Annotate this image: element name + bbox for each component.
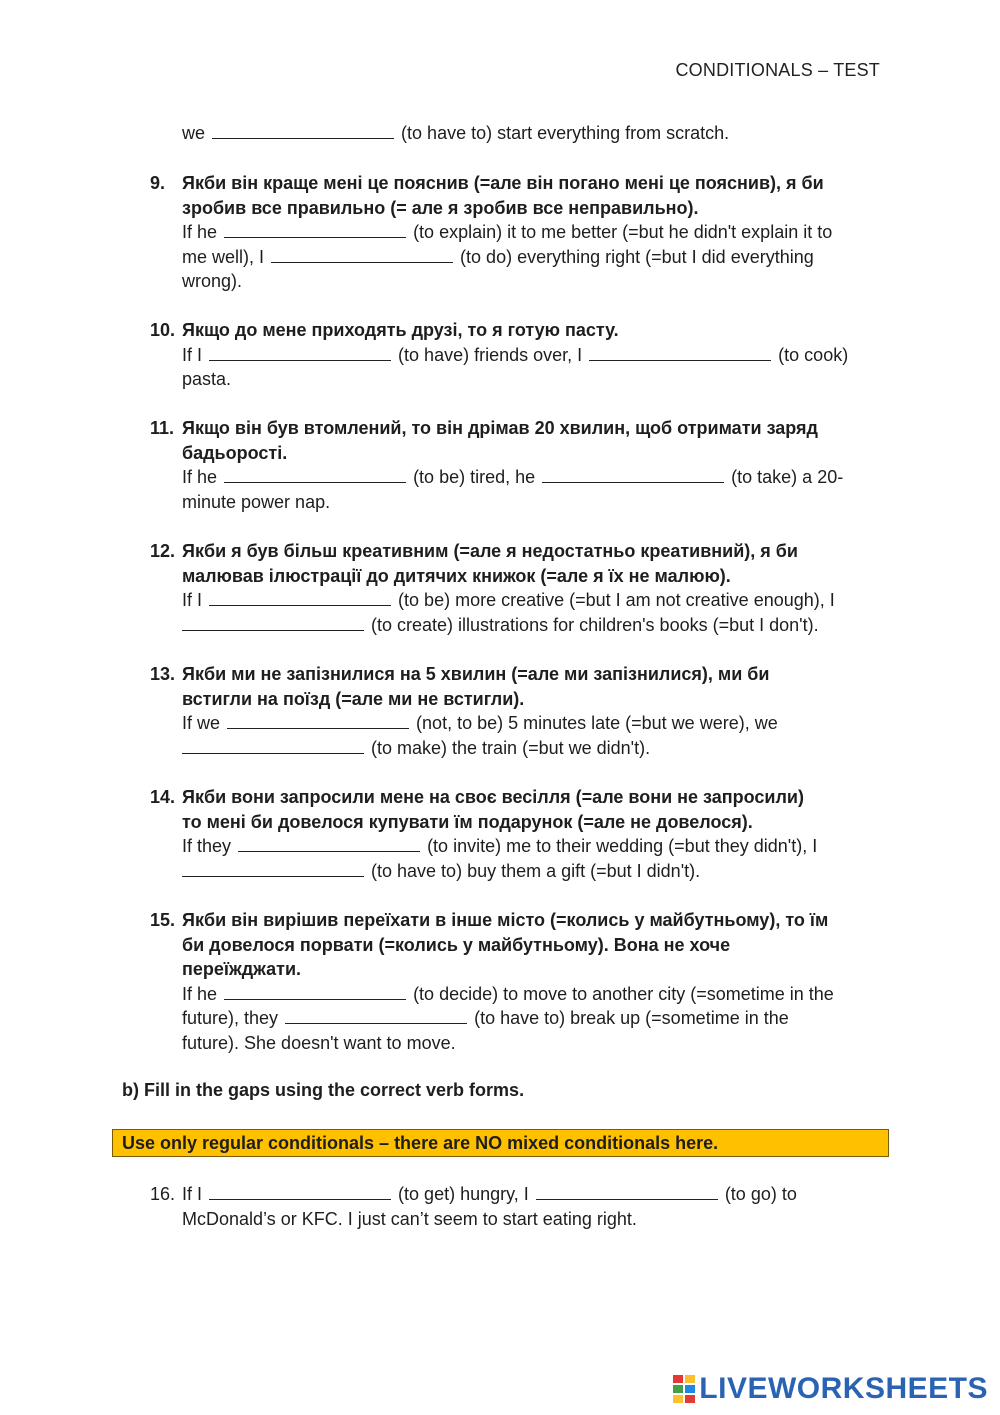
section-b-title: b) Fill in the gaps using the correct verb forms. bbox=[122, 1080, 525, 1100]
question-ukrainian: би довелося порвати (=колись у майбутньому). Вона не хоче bbox=[182, 934, 731, 955]
english-line: me well), I (to do) everything right (=but I did everything bbox=[182, 246, 814, 267]
logo-block bbox=[673, 1395, 683, 1403]
question-ukrainian: Якщо до мене приходять друзі, то я готую пасту. bbox=[182, 320, 619, 340]
question-12 bbox=[150, 539, 880, 637]
continuation-line bbox=[182, 121, 729, 146]
answer-blank[interactable] bbox=[224, 985, 406, 1000]
answer-blank[interactable] bbox=[209, 1185, 391, 1200]
english-line: future), they (to have to) break up (=sometime in the bbox=[182, 1008, 789, 1028]
logo-block bbox=[685, 1385, 695, 1393]
english-line: McDonald’s or KFC. I just can’t seem to start eating right. bbox=[182, 1208, 637, 1229]
liveworksheets-logo[interactable] bbox=[673, 1371, 988, 1407]
question-ukrainian: зробив все правильно (= але я зробив все неправильно). bbox=[182, 197, 699, 218]
answer-blank[interactable] bbox=[182, 739, 364, 754]
question-ukrainian: Якби він краще мені це пояснив (=але він погано мені це пояснив), я би bbox=[182, 173, 824, 193]
answer-blank[interactable] bbox=[227, 714, 409, 729]
question-ukrainian: Якби ми не запізнилися на 5 хвилин (=але ми запізнилися), ми би bbox=[182, 664, 770, 684]
question-ukrainian: малював ілюстрації до дитячих книжок (=але я їх не малюю). bbox=[182, 565, 731, 586]
logo-text: LIVEWORKSHEETS bbox=[699, 1372, 988, 1405]
answer-blank[interactable] bbox=[209, 346, 391, 361]
answer-blank[interactable] bbox=[182, 616, 364, 631]
english-line: minute power nap. bbox=[182, 491, 331, 512]
answer-blank[interactable] bbox=[238, 837, 420, 852]
question-number: 12. bbox=[150, 541, 176, 561]
text-segment: (to have to) start everything from scratch. bbox=[401, 123, 730, 143]
question-number: 16. bbox=[150, 1184, 176, 1204]
question-number: 11. bbox=[150, 418, 175, 438]
english-line: (to make) the train (=but we didn't). bbox=[182, 736, 880, 761]
question-11 bbox=[150, 416, 880, 514]
english-line: If he (to be) tired, he (to take) a 20- bbox=[182, 467, 844, 487]
question-number: 9. bbox=[150, 173, 166, 193]
question-number: 13. bbox=[150, 664, 176, 684]
question-number: 10. bbox=[150, 320, 176, 340]
english-line: If he (to decide) to move to another city (=sometime in the bbox=[182, 983, 834, 1004]
answer-blank[interactable] bbox=[182, 862, 364, 877]
question-ukrainian: Якщо він був втомлений, то він дрімав 20 хвилин, щоб отримати заряд bbox=[182, 418, 818, 438]
question-ukrainian: переїжджати. bbox=[182, 959, 302, 979]
answer-blank[interactable] bbox=[589, 346, 771, 361]
logo-block bbox=[685, 1375, 695, 1383]
question-number: 14. bbox=[150, 787, 176, 807]
english-line: wrong). bbox=[182, 271, 243, 291]
english-line: If he (to explain) it to me better (=but he didn't explain it to bbox=[182, 222, 833, 242]
page-header-title: CONDITIONALS – TEST bbox=[675, 60, 880, 80]
answer-blank[interactable] bbox=[536, 1185, 718, 1200]
answer-blank[interactable] bbox=[224, 223, 406, 238]
english-line: If they (to invite) me to their wedding (=but they didn't), I bbox=[182, 836, 818, 856]
text-segment: we bbox=[182, 123, 206, 143]
highlight-note: Use only regular conditionals – there are NO mixed conditionals here. bbox=[112, 1129, 889, 1157]
logo-block bbox=[673, 1375, 683, 1383]
question-ukrainian: Якби я був більш креативним (=але я недостатньо креативний), я би bbox=[182, 541, 798, 561]
logo-blocks-icon bbox=[673, 1375, 695, 1403]
question-15 bbox=[150, 908, 880, 1055]
english-line: If I (to get) hungry, I (to go) to bbox=[182, 1184, 797, 1204]
question-ukrainian: Якби вони запросили мене на своє весілля (=але вони не запросили) bbox=[182, 787, 804, 807]
question-13 bbox=[150, 662, 880, 760]
question-ukrainian: то мені би довелося купувати їм подарунок (=але не довелося). bbox=[182, 811, 753, 832]
question-ukrainian: бадьорості. bbox=[182, 442, 288, 463]
logo-block bbox=[673, 1385, 683, 1393]
question-ukrainian: Якби він вирішив переїхати в інше місто (=колись у майбутньому), то їм bbox=[182, 910, 829, 930]
english-line: (to have to) buy them a gift (=but I didn't). bbox=[182, 859, 880, 884]
english-line: (to create) illustrations for children's books (=but I don't). bbox=[182, 613, 880, 638]
english-line: pasta. bbox=[182, 369, 232, 389]
answer-blank[interactable] bbox=[224, 468, 406, 483]
answer-blank[interactable] bbox=[212, 124, 394, 139]
answer-blank[interactable] bbox=[285, 1009, 467, 1024]
answer-blank[interactable] bbox=[271, 248, 453, 263]
answer-blank[interactable] bbox=[209, 591, 391, 606]
question-9 bbox=[150, 171, 880, 294]
logo-block bbox=[685, 1395, 695, 1403]
answer-blank[interactable] bbox=[542, 468, 724, 483]
english-line: If we (not, to be) 5 minutes late (=but we were), we bbox=[182, 713, 778, 733]
english-line: future). She doesn't want to move. bbox=[182, 1032, 456, 1053]
question-14 bbox=[150, 785, 880, 883]
question-ukrainian: встигли на поїзд (=але ми не встигли). bbox=[182, 688, 525, 709]
english-line: If I (to be) more creative (=but I am not creative enough), I bbox=[182, 590, 835, 610]
english-line: If I (to have) friends over, I (to cook) bbox=[182, 344, 849, 365]
question-10 bbox=[150, 318, 880, 392]
question-number: 15. bbox=[150, 910, 176, 930]
question-16 bbox=[150, 1182, 880, 1231]
